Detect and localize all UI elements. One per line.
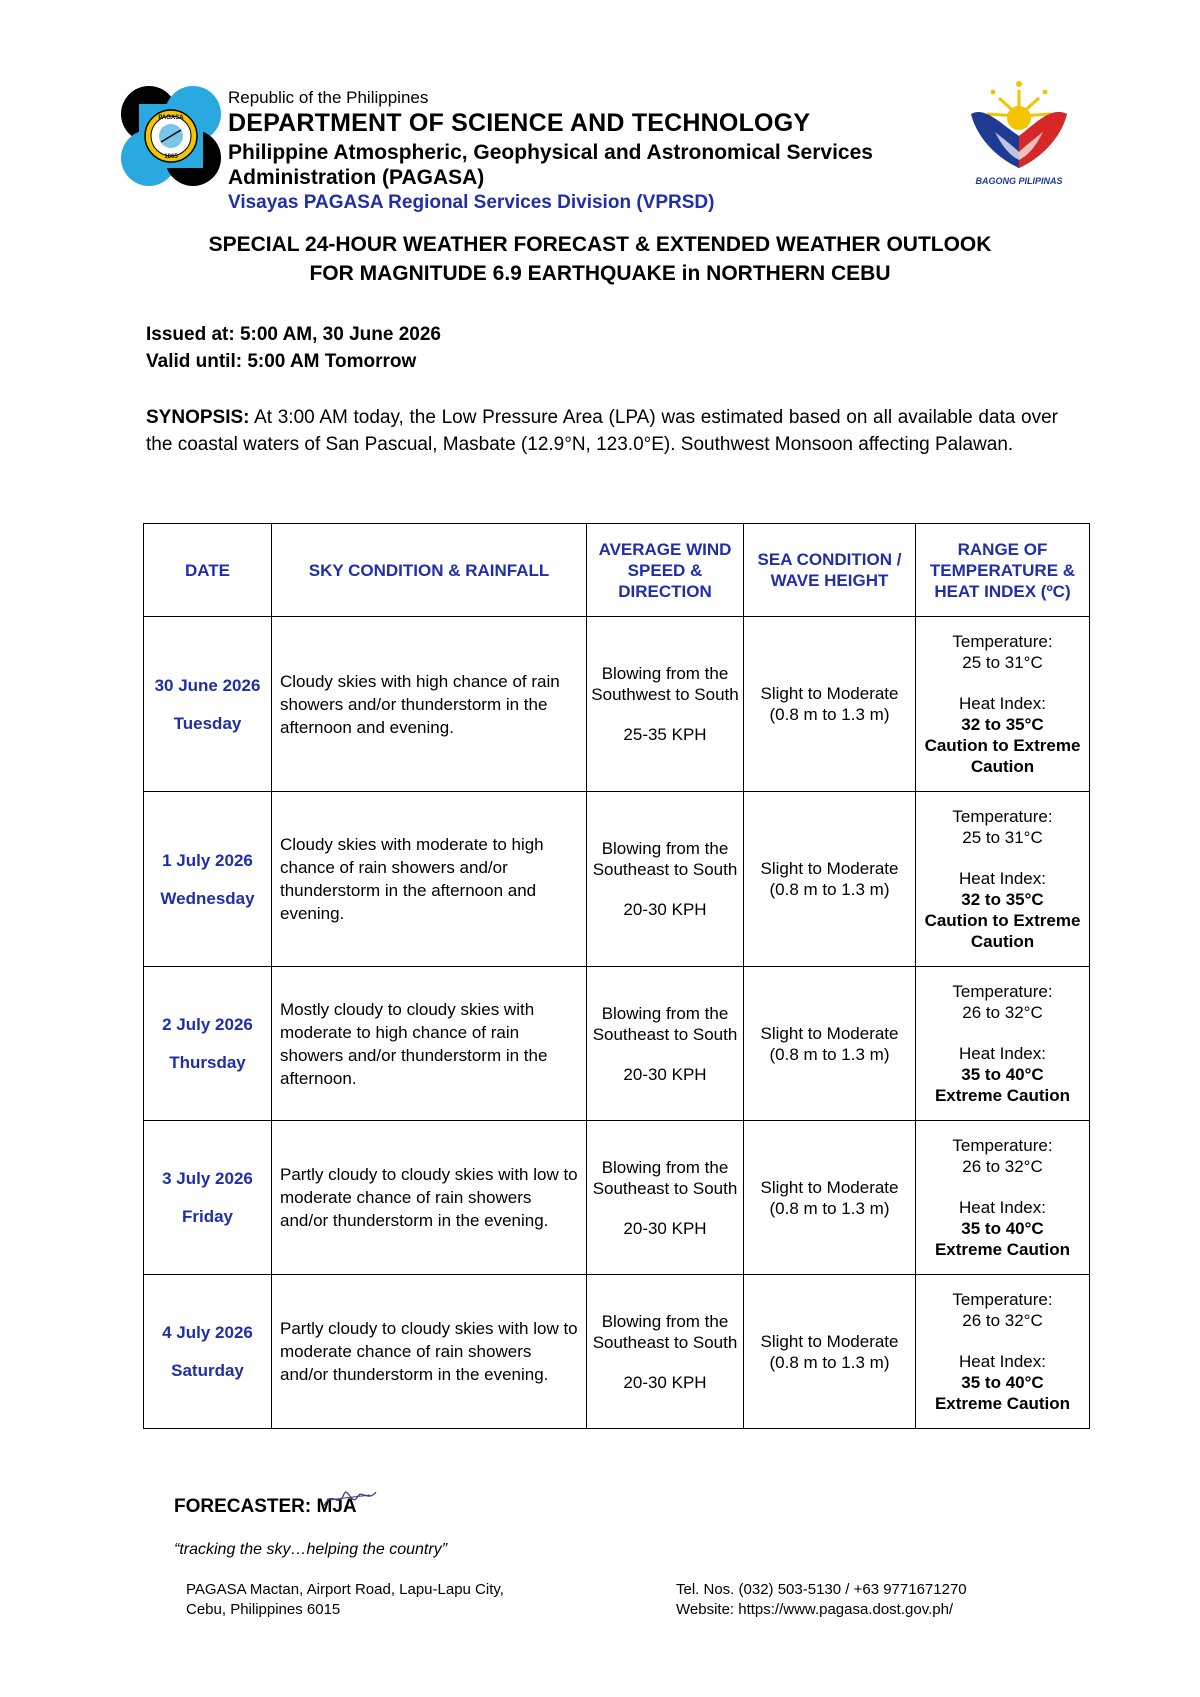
temperature-label: Temperature: xyxy=(952,807,1053,826)
forecast-title-line2: FOR MAGNITUDE 6.9 EARTHQUAKE in NORTHERN CEBU xyxy=(309,262,891,285)
wind-speed: 25-35 KPH xyxy=(623,725,707,744)
sky-condition: Cloudy skies with moderate to high chance of rain showers and/or thunderstorm in the afternoon and evening. xyxy=(272,792,587,967)
temperature-range: 26 to 32°C xyxy=(962,1003,1043,1022)
heat-index-range: 35 to 40°C xyxy=(961,1219,1044,1238)
weekday: Saturday xyxy=(171,1361,244,1380)
wind-cell xyxy=(587,967,744,1121)
wind-speed: 20-30 KPH xyxy=(623,1372,707,1392)
table-row xyxy=(144,792,1090,967)
bagong-pilipinas-logo xyxy=(965,76,1073,188)
weekday: Thursday xyxy=(169,1053,246,1072)
wind-direction: Blowing from the Southeast to South xyxy=(592,1311,738,1352)
date-cell xyxy=(144,1121,272,1275)
forecaster-signature xyxy=(320,1484,380,1514)
heat-index-range: 32 to 35°C xyxy=(961,890,1044,909)
heat-index-category: Caution to Extreme Caution xyxy=(924,736,1081,776)
temperature-cell xyxy=(916,1121,1090,1275)
address-line1: PAGASA Mactan, Airport Road, Lapu-Lapu City, xyxy=(186,1581,504,1598)
sea-condition: Slight to Moderate (0.8 m to 1.3 m) xyxy=(744,792,916,967)
heat-index-category: Extreme Caution xyxy=(934,1086,1071,1105)
temperature-range: 25 to 31°C xyxy=(962,828,1043,847)
telephone-numbers: Tel. Nos. (032) 503-5130 / +63 9771671270 xyxy=(676,1581,967,1598)
header-temperature: RANGE OF TEMPERATURE & HEAT INDEX (ºC) xyxy=(916,524,1090,617)
table-header-row xyxy=(144,524,1090,617)
wind-speed: 20-30 KPH xyxy=(623,900,707,919)
sky-condition: Partly cloudy to cloudy skies with low to moderate chance of rain showers and/or thunderstorm in the evening. xyxy=(272,1275,587,1429)
temperature-range: 25 to 31°C xyxy=(962,653,1043,672)
address-line2: Cebu, Philippines 6015 xyxy=(186,1601,341,1618)
heat-index-label: Heat Index: xyxy=(959,1352,1046,1371)
date: 4 July 2026 xyxy=(162,1323,253,1342)
wind-direction: Blowing from the Southeast to South xyxy=(592,839,738,879)
date: 30 June 2026 xyxy=(154,675,261,695)
republic-label: Republic of the Philippines xyxy=(228,88,429,107)
department-name: DEPARTMENT OF SCIENCE AND TECHNOLOGY xyxy=(228,109,811,137)
logo-left-text: PAGASA xyxy=(158,115,184,121)
sea-condition: Slight to Moderate (0.8 m to 1.3 m) xyxy=(744,617,916,792)
website-link[interactable]: Website: https://www.pagasa.dost.gov.ph/ xyxy=(676,1601,954,1618)
heat-index-label: Heat Index: xyxy=(959,869,1046,888)
wind-direction: Blowing from the Southeast to South xyxy=(592,1003,738,1044)
heat-index-label: Heat Index: xyxy=(959,1044,1046,1063)
heat-index-category: Caution to Extreme Caution xyxy=(924,911,1081,951)
table-row xyxy=(144,1275,1090,1429)
valid-until: Valid until: 5:00 AM Tomorrow xyxy=(146,351,417,372)
heat-index-range: 32 to 35°C xyxy=(961,715,1044,734)
weekday: Friday xyxy=(181,1207,234,1226)
heat-index-label: Heat Index: xyxy=(959,694,1046,713)
sky-condition: Mostly cloudy to cloudy skies with moderate to high chance of rain showers and/or thunderstorm in the afternoon. xyxy=(272,967,587,1121)
header-date: DATE xyxy=(144,524,272,617)
agency-name-line2: Administration (PAGASA) xyxy=(228,166,485,189)
wind-cell xyxy=(587,617,744,792)
date: 2 July 2026 xyxy=(162,1015,253,1034)
heat-index-category: Extreme Caution xyxy=(934,1394,1071,1413)
temperature-cell xyxy=(916,792,1090,967)
forecast-table xyxy=(143,523,1090,1429)
table-row xyxy=(144,967,1090,1121)
issued-at: Issued at: 5:00 AM, 30 June 2026 xyxy=(146,324,441,345)
temperature-label: Temperature: xyxy=(952,1136,1053,1155)
division-name: Visayas PAGASA Regional Services Division (VPRSD) xyxy=(228,192,715,213)
synopsis-text: At 3:00 AM today, the Low Pressure Area (LPA) was estimated based on all available data over the coastal waters of San Pascual, Masbate (12.9°N, 123.0°E). Southwest Monsoon affecting Palawan. xyxy=(146,407,1058,455)
heat-index-label: Heat Index: xyxy=(959,1198,1046,1217)
forecaster: FORECASTER: MJA xyxy=(174,1496,357,1517)
heat-index-category: Extreme Caution xyxy=(934,1240,1071,1259)
temperature-cell xyxy=(916,967,1090,1121)
temperature-range: 26 to 32°C xyxy=(962,1157,1043,1176)
header-wind: AVERAGE WIND SPEED & DIRECTION xyxy=(587,524,744,617)
synopsis xyxy=(146,404,1058,458)
date-cell xyxy=(144,617,272,792)
weekday: Tuesday xyxy=(173,713,242,733)
date-cell xyxy=(144,967,272,1121)
tagline: “tracking the sky…helping the country” xyxy=(174,1541,448,1558)
heat-index-range: 35 to 40°C xyxy=(961,1065,1044,1084)
logo-left-year: 1865 xyxy=(164,154,178,160)
date-cell xyxy=(144,1275,272,1429)
table-row xyxy=(144,617,1090,792)
sea-condition: Slight to Moderate (0.8 m to 1.3 m) xyxy=(744,1275,916,1429)
date: 3 July 2026 xyxy=(162,1169,253,1188)
temperature-cell xyxy=(916,617,1090,792)
logo-right-text: BAGONG PILIPINAS xyxy=(975,176,1063,186)
sky-condition: Cloudy skies with high chance of rain showers and/or thunderstorm in the afternoon and evening. xyxy=(272,617,587,792)
wind-speed: 20-30 KPH xyxy=(623,1064,707,1084)
temperature-label: Temperature: xyxy=(952,1290,1053,1309)
sky-condition: Partly cloudy to cloudy skies with low to moderate chance of rain showers and/or thunderstorm in the evening. xyxy=(272,1121,587,1275)
agency-name-line1: Philippine Atmospheric, Geophysical and Astronomical Services xyxy=(228,141,873,164)
weekday: Wednesday xyxy=(160,888,255,908)
header-sky-condition: SKY CONDITION & RAINFALL xyxy=(272,524,587,617)
wind-cell xyxy=(587,792,744,967)
table-row xyxy=(144,1121,1090,1275)
forecast-title-line1: SPECIAL 24-HOUR WEATHER FORECAST & EXTENDED WEATHER OUTLOOK xyxy=(208,233,992,256)
wind-speed: 20-30 KPH xyxy=(623,1218,707,1238)
pagasa-logo xyxy=(117,82,225,190)
date: 1 July 2026 xyxy=(162,850,253,870)
heat-index-range: 35 to 40°C xyxy=(961,1373,1044,1392)
temperature-label: Temperature: xyxy=(952,632,1053,651)
sea-condition: Slight to Moderate (0.8 m to 1.3 m) xyxy=(744,967,916,1121)
wind-direction: Blowing from the Southwest to South xyxy=(591,664,739,704)
date-cell xyxy=(144,792,272,967)
temperature-cell xyxy=(916,1275,1090,1429)
wind-cell xyxy=(587,1275,744,1429)
header-sea-condition: SEA CONDITION / WAVE HEIGHT xyxy=(744,524,916,617)
temperature-range: 26 to 32°C xyxy=(962,1311,1043,1330)
wind-cell xyxy=(587,1121,744,1275)
sea-condition: Slight to Moderate (0.8 m to 1.3 m) xyxy=(744,1121,916,1275)
wind-direction: Blowing from the Southeast to South xyxy=(592,1157,738,1198)
temperature-label: Temperature: xyxy=(952,982,1053,1001)
synopsis-label: SYNOPSIS: xyxy=(146,407,250,428)
